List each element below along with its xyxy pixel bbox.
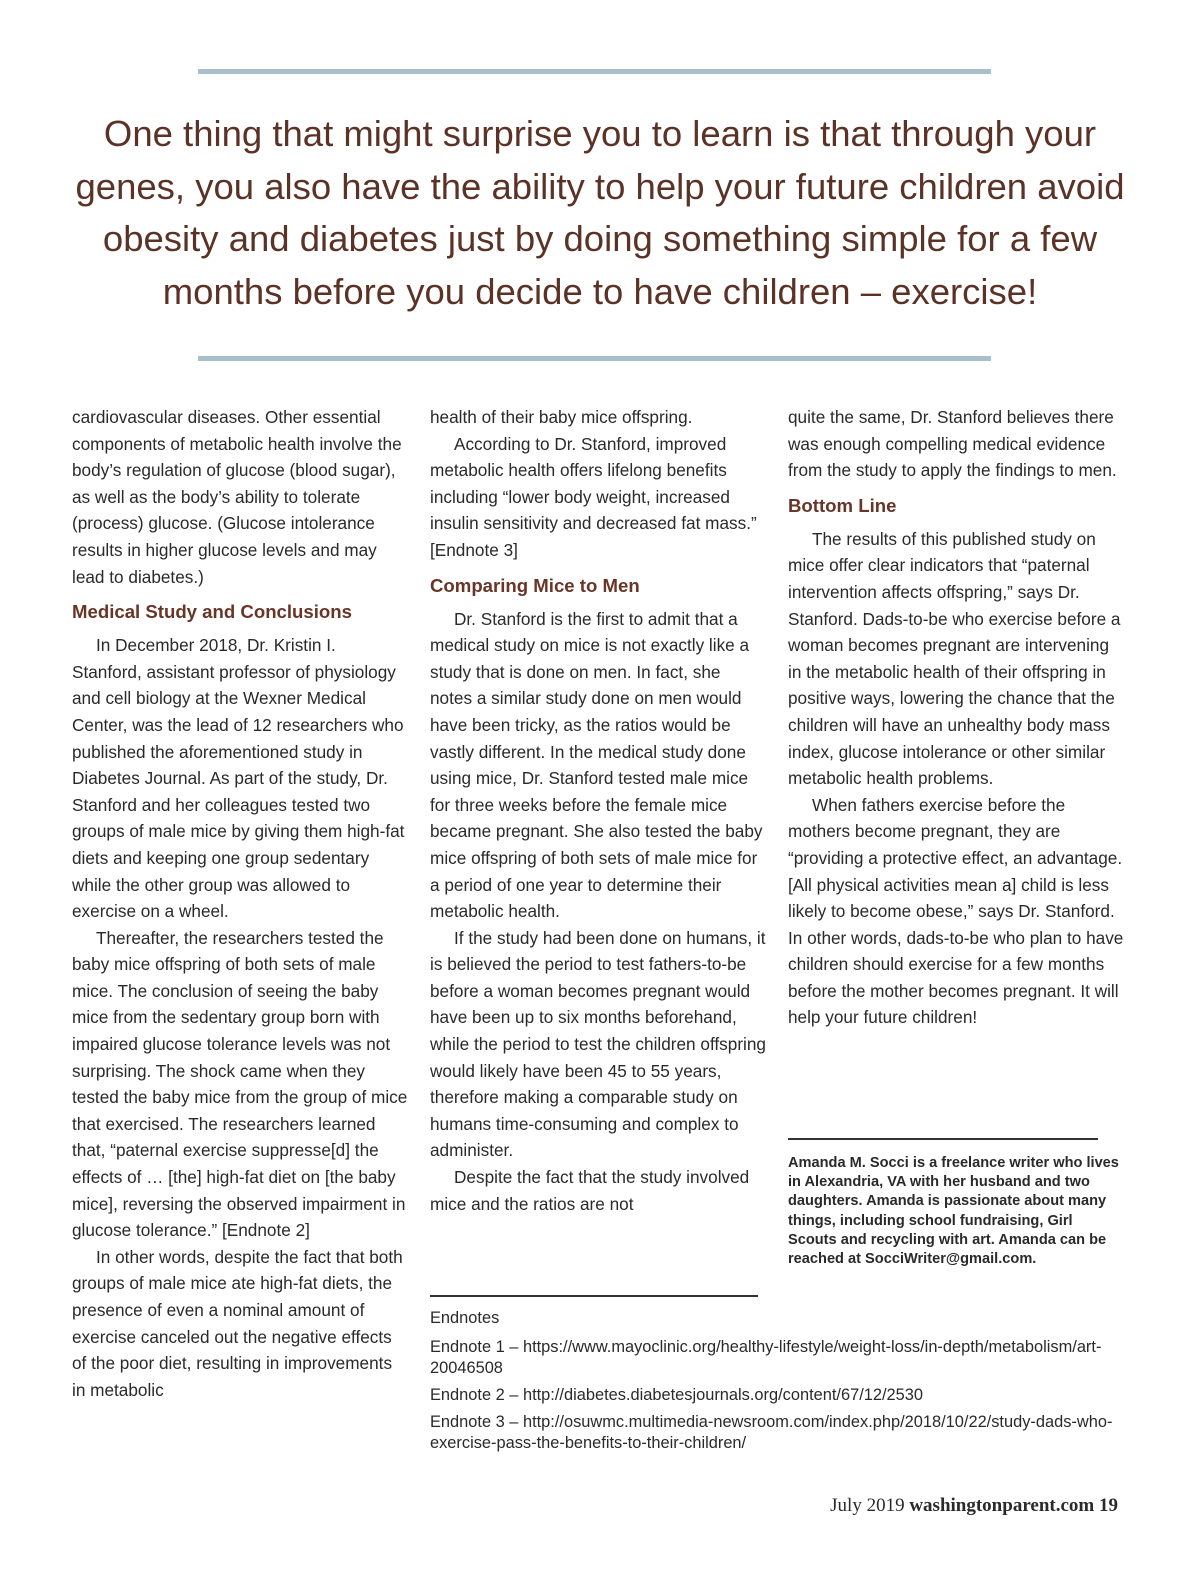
pull-quote: One thing that might surprise you to learn is that through your genes, you also have the ability to help your future children avoid obesity and diabetes just by doing something simple for a few months before you decide to have children – exercise! (75, 113, 1125, 312)
endnote-item: Endnote 1 – https://www.mayoclinic.org/healthy-lifestyle/weight-loss/in-depth/metabolism/art-20046508 (430, 1338, 1102, 1377)
paragraph: The results of this published study on mice offer clear indicators that “paternal intervention affects offspring,” says Dr. Stanford. Dads-to-be who exercise before a woman becomes pregnant are intervening in the metabolic health of their offspring in positive ways, lowering the chance that the children will have an unhealthy body mass index, glucose intolerance or other similar metabolic health problems. (788, 528, 1121, 789)
footer-site: washingtonparent.com (909, 1495, 1095, 1516)
paragraph: cardiovascular diseases. Other essential components of metabolic health involve the body’s regulation of glucose (blood sugar), as well as the body’s ability to tolerate (process) glucose. (Glucose intolerance results in higher glucose levels and may lead to diabetes.) (72, 407, 402, 587)
footer-date: July 2019 (830, 1495, 905, 1516)
paragraph: health of their baby mice offspring. (430, 407, 693, 427)
paragraph: Dr. Stanford is the first to admit that a medical study on mice is not exactly like a study that is done on men. In fact, she notes a similar study done on men would have been tricky, as the ratios would be vastly different. In the medical study done using mice, Dr. Stanford tested male mice for three weeks before the female mice became pregnant. She also tested the baby mice offspring of both sets of male mice for a period of one year to determine their metabolic health. (430, 608, 763, 922)
page-number: 19 (1099, 1495, 1118, 1516)
paragraph: According to Dr. Stanford, improved metabolic health offers lifelong benefits including “lower body weight, increased insulin sensitivity and decreased fat mass.” [Endnote 3] (430, 433, 757, 560)
endnote-item: Endnote 3 – http://osuwmc.multimedia-newsroom.com/index.php/2018/10/22/study-dads-who-exercise-pass-the-benefits-to-their-children/ (430, 1413, 1113, 1452)
top-divider (198, 69, 991, 74)
paragraph: If the study had been done on humans, it is believed the period to test fathers-to-be before a woman becomes pregnant would have been up to six months beforehand, while the period to test the children offspring would likely have been 45 to 55 years, therefore making a comparable study on humans time-consuming and complex to administer. (430, 927, 766, 1161)
paragraph: In December 2018, Dr. Kristin I. Stanford, assistant professor of physiology and cell biology at the Wexner Medical Center, was the lead of 12 researchers who published the aforementioned study in Diabetes Journal. As part of the study, Dr. Stanford and her colleagues tested two groups of male mice by giving them high-fat diets and keeping one group sedentary while the other group was allowed to exercise on a wheel. (72, 635, 405, 922)
author-bio: Amanda M. Socci is a freelance writer who lives in Alexandria, VA with her husband and two daughters. Amanda is passionate about many things, including school fundraising, Girl Scouts and recycling with art. Amanda can be reached at SocciWriter@gmail.com. (788, 1155, 1119, 1268)
endnote-item: Endnote 2 – http://diabetes.diabetesjournals.org/content/67/12/2530 (430, 1386, 923, 1404)
section-heading-bottom-line: Bottom Line (788, 494, 897, 516)
endnotes (430, 1308, 1130, 1460)
bottom-divider (198, 356, 991, 361)
endnotes-title: Endnotes (430, 1309, 500, 1327)
column-3 (788, 404, 1124, 1031)
endnotes-divider (430, 1295, 758, 1297)
paragraph: quite the same, Dr. Stanford believes there was enough compelling medical evidence from the study to apply the findings to men. (788, 407, 1117, 481)
column-1 (72, 404, 408, 1403)
page-footer (830, 1495, 1118, 1517)
column-2 (430, 404, 766, 1217)
section-heading-comparing-mice: Comparing Mice to Men (430, 574, 640, 596)
section-heading-medical-study: Medical Study and Conclusions (72, 601, 352, 623)
bio-divider (788, 1138, 1098, 1140)
paragraph: Thereafter, the researchers tested the baby mice offspring of both sets of male mice. The conclusion of seeing the baby mice from the sedentary group born with impaired glucose tolerance levels was not surprising. The shock came when they tested the baby mice from the group of mice that exercised. The researchers learned that, “paternal exercise suppresse[d] the effects of … [the] high-fat diet on [the baby mice], reversing the observed impairment in glucose tolerance.” [Endnote 2] (72, 927, 408, 1241)
paragraph: When fathers exercise before the mothers become pregnant, they are “providing a protective effect, an advantage. [All physical activities mean a] child is less likely to become obese,” says Dr. Stanford. In other words, dads-to-be who plan to have children should exercise for a few months before the mother becomes pregnant. It will help your future children! (788, 794, 1124, 1028)
paragraph: In other words, despite the fact that both groups of male mice ate high-fat diets, the presence of even a nominal amount of exercise canceled out the negative effects of the poor diet, resulting in improvements in metabolic (72, 1246, 403, 1400)
paragraph: Despite the fact that the study involved mice and the ratios are not (430, 1167, 750, 1214)
